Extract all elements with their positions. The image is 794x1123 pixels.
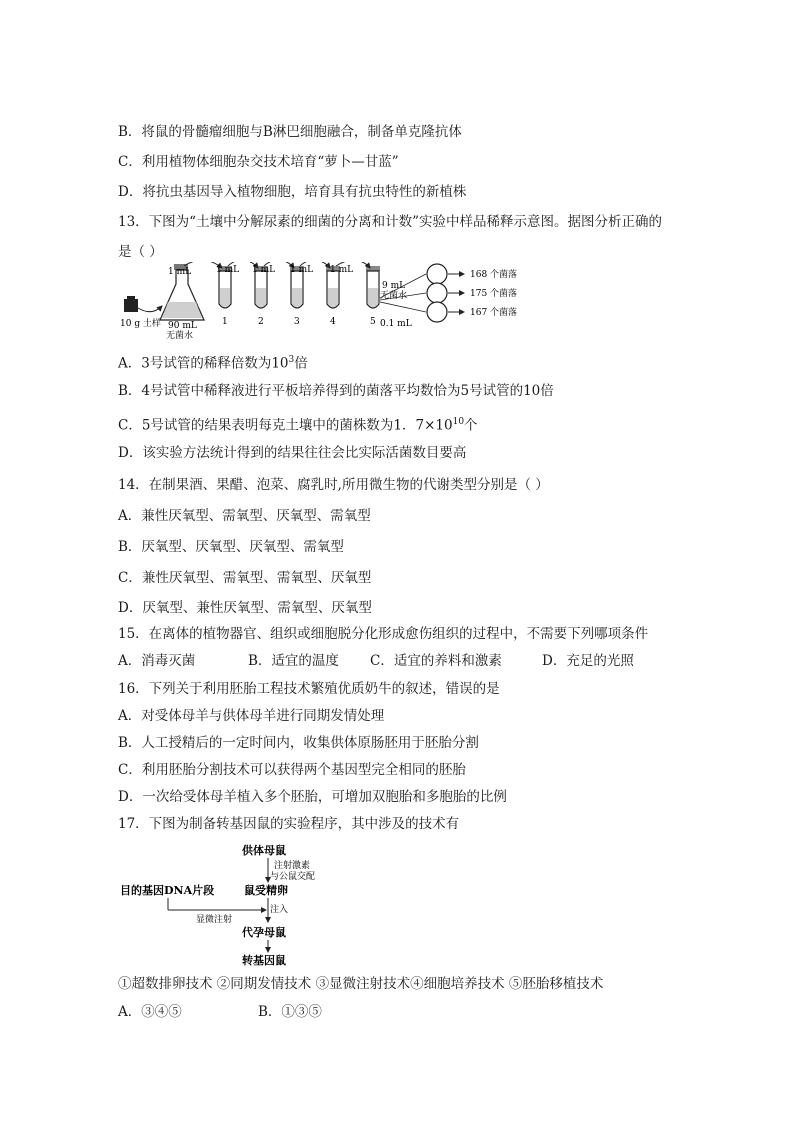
- q17-technique-list: ①超数排卵技术 ②同期发情技术 ③显微注射技术④细胞培养技术 ⑤胚胎移植技术: [118, 976, 604, 992]
- q15-option-d: D．充足的光照: [542, 653, 634, 669]
- q14-stem: 14．在制果酒、果醋、泡菜、腐乳时,所用微生物的代谢类型分别是（ ）: [118, 477, 549, 493]
- donor-mouse-label: 供体母鼠: [242, 844, 286, 857]
- q13-option-c-text: C．5号试管的结果表明每克土壤中的菌株数为1．7×10: [118, 417, 453, 434]
- petri-dish-2-icon: [427, 283, 447, 303]
- transfer-label-3: 1 mL: [252, 265, 276, 275]
- transfer-label-5: 1 mL: [330, 265, 354, 275]
- transfer-label-4: 1 mL: [290, 265, 314, 275]
- q16-option-d: D．一次给受体母羊植入多个胚胎，可增加双胞胎和多胞胎的比例: [118, 789, 507, 805]
- q16-option-c: C．利用胚胎分割技术可以获得两个基因型完全相同的胚胎: [118, 762, 466, 778]
- petri-dish-3-icon: [427, 302, 447, 322]
- mate-label: 与公鼠交配: [270, 872, 316, 882]
- q13-stem-line2: 是（ ）: [118, 244, 163, 260]
- tube-number-1: 1: [222, 317, 228, 327]
- tube-water-volume-label: 9 mL: [382, 281, 406, 291]
- q13-option-a-text: A．3号试管的稀释倍数为10: [118, 355, 289, 372]
- inject-hormone-label: 注射激素: [274, 861, 311, 871]
- q13-option-c-exponent: 10: [452, 417, 465, 427]
- inject-label: 注入: [270, 905, 289, 915]
- q13-option-b: B．4号试管中稀释液进行平板培养得到的菌落平均数恰为5号试管的10倍: [118, 383, 554, 399]
- dilution-diagram: [118, 262, 538, 340]
- q12-option-b: B．将鼠的骨髓瘤细胞与B淋巴细胞融合，制备单克隆抗体: [118, 124, 462, 140]
- colony-count-2: 175 个菌落: [470, 289, 518, 299]
- q12-option-d: D．将抗虫基因导入植物细胞，培育具有抗虫特性的新植株: [118, 184, 467, 200]
- fertilized-egg-label: 鼠受精卵: [244, 884, 288, 897]
- petri-dish-1-icon: [427, 264, 447, 284]
- transfer-label-1: 1 mL: [168, 267, 192, 277]
- tube-number-5: 5: [370, 317, 376, 327]
- q13-option-c-suffix: 个: [464, 417, 478, 434]
- transgenic-mouse-flowchart: [118, 840, 358, 968]
- q13-option-a: [118, 351, 308, 373]
- surrogate-mouse-label: 代孕母鼠: [242, 926, 286, 939]
- tube-number-3: 3: [294, 317, 300, 327]
- colony-count-3: 167 个菌落: [470, 308, 518, 318]
- q15-stem: 15．在离体的植物器官、组织或细胞脱分化形成愈伤组织的过程中，不需要下列哪项条件: [118, 626, 649, 642]
- tube-water-label: 无菌水: [380, 291, 408, 301]
- q17-options: [118, 1003, 322, 1021]
- tube-number-2: 2: [258, 317, 264, 327]
- q13-option-a-exponent: 3: [288, 355, 295, 365]
- q17-option-a: A．③④⑤: [118, 1004, 182, 1020]
- target-gene-label: 目的基因DNA片段: [120, 884, 215, 897]
- q16-stem: 16．下列关于利用胚胎工程技术繁殖优质奶牛的叙述，错误的是: [118, 681, 500, 697]
- q13-option-c: [118, 413, 478, 435]
- q13-stem-line1: 13．下图为“土壤中分解尿素的细菌的分离和计数”实验中样品稀释示意图。据图分析正确的: [118, 214, 662, 230]
- q15-option-b: B．适宜的温度: [248, 653, 339, 669]
- flask-water-label: 无菌水: [166, 331, 194, 340]
- q16-option-a: A．对受体母羊与供体母羊进行同期发情处理: [118, 708, 385, 724]
- q13-option-d: D．该实验方法统计得到的结果往往会比实际活菌数目要高: [118, 445, 467, 461]
- q17-stem: 17．下图为制备转基因鼠的实验程序，其中涉及的技术有: [118, 816, 460, 832]
- q15-option-c: C．适宜的养料和激素: [370, 653, 502, 669]
- soil-sample-icon: [124, 299, 138, 312]
- colony-count-1: 168 个菌落: [470, 270, 518, 280]
- q15-option-a: A．消毒灭菌: [118, 653, 196, 669]
- flask-volume-label: 90 mL: [168, 321, 197, 331]
- q13-option-a-suffix: 倍: [294, 355, 308, 372]
- q14-option-a: A．兼性厌氧型、需氧型、厌氧型、需氧型: [118, 508, 371, 524]
- q14-option-b: B．厌氧型、厌氧型、厌氧型、需氧型: [118, 539, 344, 555]
- q12-option-c: C．利用植物体细胞杂交技术培育“萝卜—甘蓝”: [118, 154, 399, 170]
- microinjection-label: 显微注射: [196, 915, 233, 925]
- tube-number-4: 4: [330, 317, 336, 327]
- q14-option-c: C．兼性厌氧型、需氧型、需氧型、厌氧型: [118, 570, 372, 586]
- plating-volume-label: 0.1 mL: [380, 319, 412, 329]
- transgenic-mouse-label: 转基因鼠: [242, 954, 286, 967]
- test-tube-5-icon: [366, 266, 380, 308]
- q16-option-b: B．人工授精后的一定时间内，收集供体原肠胚用于胚胎分割: [118, 735, 479, 751]
- q14-option-d: D．厌氧型、兼性厌氧型、需氧型、厌氧型: [118, 600, 372, 616]
- q17-option-b: B．①③⑤: [258, 1004, 322, 1020]
- transfer-label-2: 1 mL: [216, 265, 240, 275]
- q15-options: [118, 652, 634, 670]
- sample-label: 10 g 土样: [120, 319, 161, 329]
